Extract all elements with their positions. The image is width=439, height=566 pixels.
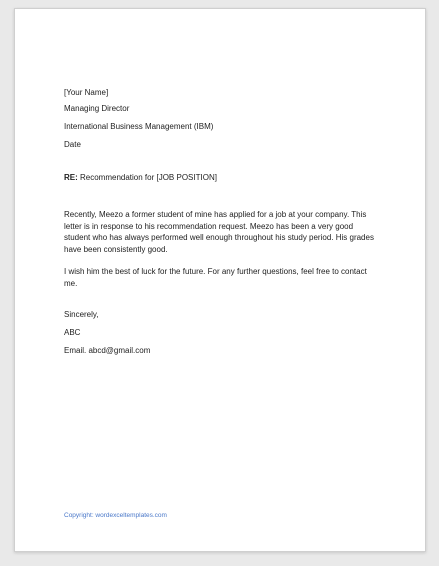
paragraph-line: student who has always performed well enough throughout his study period. His grades (64, 233, 374, 242)
subject-line (64, 172, 217, 184)
paragraph-line: have been consistently good. (64, 244, 168, 254)
paragraph-line: I wish him the best of luck for the future. For any further questions, feel free to contact (64, 267, 367, 276)
company-name: International Business Management (IBM) (64, 122, 214, 131)
paragraph-line: letter is in response to his recommendation request. Meezo has been a very good (64, 221, 354, 231)
paragraph-line: me. (64, 278, 78, 288)
body-paragraph-1 (64, 209, 374, 255)
email-line: Email. abcd@gmail.com (64, 346, 151, 355)
subject-text: Recommendation for [JOB POSITION] (77, 173, 217, 182)
subject-label: RE: (64, 173, 78, 182)
paragraph-line: Recently, Meezo a former student of mine has applied for a job at your company. This (64, 210, 367, 219)
sender-title: Managing Director (64, 104, 130, 113)
closing: Sincerely, (64, 310, 99, 319)
letter-date: Date (64, 140, 81, 149)
sender-name: [Your Name] (64, 88, 109, 97)
letter-page (14, 8, 426, 552)
body-paragraph-2 (64, 266, 374, 289)
copyright-footer: Copyright: wordexceltemplates.com (64, 512, 167, 519)
signature-name: ABC (64, 328, 81, 337)
